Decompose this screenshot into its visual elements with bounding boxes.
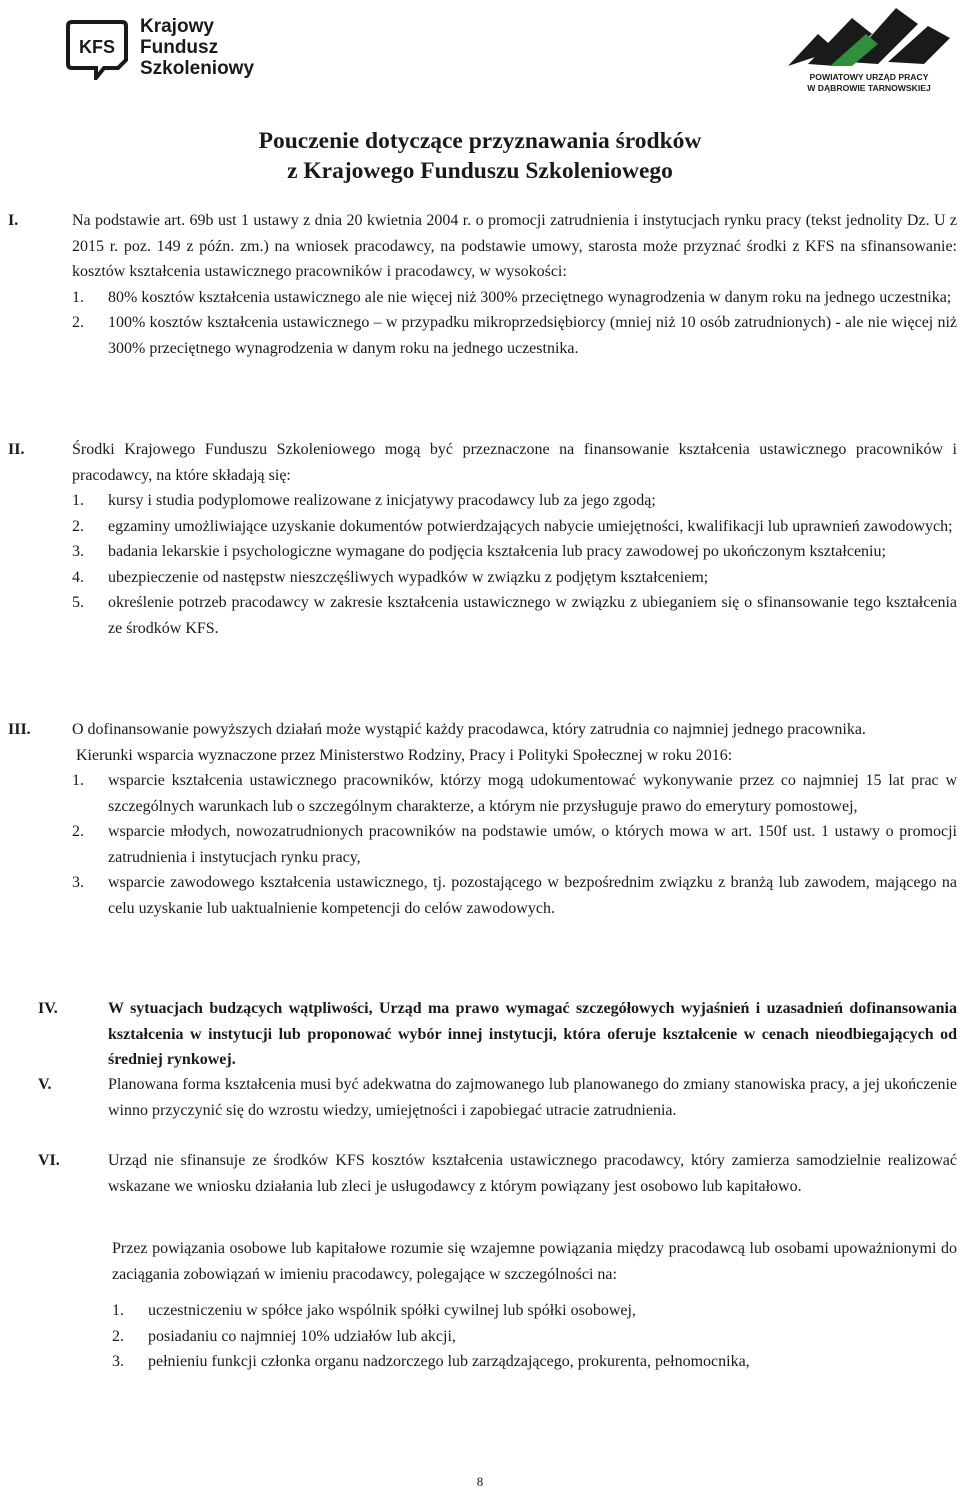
section-1	[72, 208, 957, 361]
section-2-text: Środki Krajowego Funduszu Szkoleniowego mogą być przeznaczone na finansowanie kształcenia ustawicznego pracowników i pracodawcy, na które składają się:	[72, 441, 957, 484]
list-item-text: egzaminy umożliwiające uzyskanie dokumentów potwierdzających nabycie umiejętności, kwalifikacji lub uprawnień zawodowych;	[108, 517, 953, 535]
section-number-2: II.	[8, 441, 25, 458]
list-item	[72, 539, 957, 565]
title-line-2: z Krajowego Funduszu Szkoleniowego	[287, 158, 673, 184]
list-item-number: 2.	[72, 823, 84, 840]
list-item-text: pełnieniu funkcji członka organu nadzorczego lub zarządzającego, prokurenta, pełnomocnika,	[148, 1353, 750, 1370]
list-item	[72, 285, 957, 311]
list-item-text: uczestniczeniu w spółce jako wspólnik spółki cywilnej lub spółki osobowej,	[148, 1302, 636, 1319]
list-item-text: określenie potrzeb pracodawcy w zakresie kształcenia ustawicznego w związku z ubieganiem się o sfinansowanie tego kształcenia ze środków KFS.	[108, 594, 957, 637]
list-item	[72, 819, 957, 870]
pup-logo-text	[778, 72, 960, 94]
list-item	[72, 310, 957, 361]
section-6-paragraph	[112, 1236, 957, 1287]
kfs-abbr: KFS	[79, 37, 115, 57]
list-item-text: kursy i studia podyplomowe realizowane z inicjatywy pracodawcy lub za jego zgodą;	[108, 492, 656, 509]
section-4	[108, 996, 957, 1073]
list-item-number: 2.	[72, 314, 84, 331]
list-item-text: wsparcie zawodowego kształcenia ustawicznego, tj. pozostającego w bezpośrednim związku z branżą lub zawodem, mającego na celu uzyskanie lub uaktualnienie kompetencji do celów zawodowych.	[108, 874, 957, 917]
list-item	[72, 590, 957, 641]
section-5-text: Planowana forma kształcenia musi być adekwatna do zajmowanego lub planowanego do zmiany stanowiska pracy, a jej ukończenie winno przyczynić się do wzrostu wiedzy, umiejętności i zapobiegać utracie zatrudnienia.	[108, 1076, 957, 1119]
kfs-line-2: Fundusz	[140, 37, 219, 58]
section-number-1: I.	[8, 212, 19, 229]
list-item-number: 4.	[72, 568, 84, 586]
section-number-6: VI.	[38, 1152, 60, 1169]
list-item	[112, 1298, 957, 1324]
list-item	[72, 768, 957, 819]
list-item	[112, 1324, 957, 1350]
section-6-list	[112, 1298, 957, 1375]
list-item-text: posiadaniu co najmniej 10% udziałów lub akcji,	[148, 1327, 456, 1345]
list-item-number: 3.	[72, 874, 84, 891]
section-number-4: IV.	[38, 1000, 58, 1017]
section-3	[72, 717, 957, 921]
pup-logo	[778, 4, 960, 99]
section-6-text: Urząd nie sfinansuje ze środków KFS kosztów kształcenia ustawicznego pracodawcy, który zamierza samodzielnie realizować wskazane we wniosku działania lub zleci je usługodawcy z którym powiązany jest osobowo lub kapitałowo.	[108, 1152, 957, 1195]
kfs-line-1: Krajowy	[140, 16, 214, 37]
kfs-logo-text	[140, 16, 254, 79]
section-4-text: W sytuacjach budzących wątpliwości, Urząd ma prawo wymagać szczegółowych wyjaśnień i uzasadnień dofinansowania kształcenia w instytucji lub proponować wybór innej instytucji, która oferuje kształcenie w cenach nieodbiegających od średniej rynkowej.	[108, 1000, 957, 1068]
list-item	[112, 1349, 957, 1375]
section-3-subtitle: Kierunki wsparcia wyznaczone przez Ministerstwo Rodziny, Pracy i Polityki Społecznej w roku 2016:	[76, 746, 733, 764]
pup-line-1: POWIATOWY URZĄD PRACY	[809, 72, 929, 82]
list-item	[72, 488, 957, 514]
list-item-text: badania lekarskie i psychologiczne wymagane do podjęcia kształcenia lub pracy zawodowej po ukończonym kształceniu;	[108, 543, 886, 560]
list-item	[72, 870, 957, 921]
list-item-text: 80% kosztów kształcenia ustawicznego ale nie więcej niż 300% przeciętnego wynagrodzenia w danym roku na jednego uczestnika;	[108, 288, 952, 306]
list-item	[72, 565, 957, 591]
list-item-text: wsparcie kształcenia ustawicznego pracowników, którzy mogą udokumentować wykonywanie przez co najmniej 15 lat prac w szczególnych warunkach lub o szczególnym charakterze, a którym nie przysługuje prawo do emerytury pomostowej,	[108, 772, 957, 815]
list-item-number: 1.	[72, 288, 84, 306]
list-item-number: 5.	[72, 594, 84, 611]
list-item-number: 1.	[72, 772, 84, 789]
page-number: 8	[476, 1474, 484, 1489]
section-number-3: III.	[8, 721, 31, 738]
section-6-para-text: Przez powiązania osobowe lub kapitałowe rozumie się wzajemne powiązania między pracodawcą lub osobami upoważnionymi do zaciągania zobowiązań w imieniu pracodawcy, polegające w szczególności na:	[112, 1240, 957, 1283]
pup-line-2: W DĄBROWIE TARNOWSKIEJ	[807, 83, 931, 93]
list-item-number: 3.	[112, 1353, 124, 1370]
kfs-logo	[66, 16, 266, 86]
section-1-text: Na podstawie art. 69b ust 1 ustawy z dnia 20 kwietnia 2004 r. o promocji zatrudnienia i instytucjach rynku pracy (tekst jednolity Dz. U z 2015 r. poz. 149 z późn. zm.) na wniosek pracodawcy, na podstawie umowy, starosta może przyznać środki z KFS na sfinansowanie: kosztów kształcenia ustawicznego pracowników i pracodawcy, w wysokości:	[72, 212, 957, 280]
list-item-text: wsparcie młodych, nowozatrudnionych pracowników na podstawie umów, o których mowa w art. 150f ust. 1 ustawy o promocji zatrudnienia i instytucjach rynku pracy,	[108, 823, 957, 866]
section-6	[108, 1148, 957, 1199]
list-item-number: 3.	[72, 543, 84, 560]
kfs-logo-icon	[66, 20, 128, 80]
section-3-text: O dofinansowanie powyższych działań może wystąpić każdy pracodawca, który zatrudnia co najmniej jednego pracownika.	[72, 721, 866, 738]
list-item-text: 100% kosztów kształcenia ustawicznego – w przypadku mikroprzedsiębiorcy (mniej niż 10 osób zatrudnionych) - ale nie więcej niż 300% przeciętnego wynagrodzenia w danym roku na jednego uczestnika.	[108, 314, 957, 357]
list-item-number: 2.	[112, 1327, 124, 1345]
list-item	[72, 514, 957, 540]
kfs-line-3: Szkoleniowy	[140, 58, 255, 79]
list-item-number: 1.	[112, 1302, 124, 1319]
list-item-number: 2.	[72, 517, 84, 535]
page-title	[0, 126, 960, 186]
list-item-number: 1.	[72, 492, 84, 509]
title-line-1: Pouczenie dotyczące przyznawania środków	[258, 128, 702, 154]
pup-logo-icon	[778, 4, 960, 72]
section-5	[108, 1072, 957, 1123]
list-item-text: ubezpieczenie od następstw nieszczęśliwych wypadków w związku z podjętym kształceniem;	[108, 568, 709, 586]
section-number-5: V.	[38, 1076, 52, 1093]
section-2	[72, 437, 957, 641]
